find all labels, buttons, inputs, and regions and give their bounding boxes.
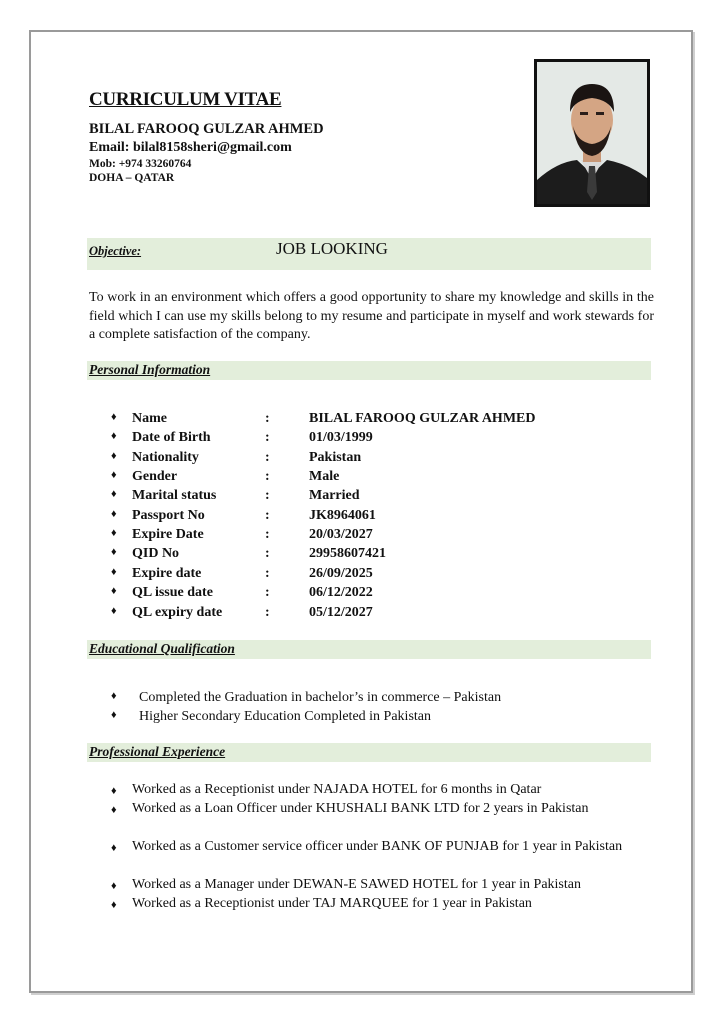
diamond-bullet-icon: ♦ <box>111 411 117 423</box>
field-value: 01/03/1999 <box>309 430 373 445</box>
experience-item <box>111 781 651 800</box>
diamond-bullet-icon: ♦ <box>111 880 117 892</box>
diamond-bullet-icon: ♦ <box>111 899 117 911</box>
experience-text: Worked as a Customer service officer under BANK OF PUNJAB for 1 year in Pakistan <box>132 839 623 854</box>
field-label: QL issue date <box>132 585 213 600</box>
field-label: Gender <box>132 469 178 484</box>
field-separator: : <box>265 430 270 445</box>
field-label: Expire date <box>132 566 202 581</box>
field-separator: : <box>265 546 270 561</box>
diamond-bullet-icon: ♦ <box>111 450 117 462</box>
objective-headline: JOB LOOKING <box>276 239 388 258</box>
field-value: 05/12/2027 <box>309 605 373 620</box>
field-separator: : <box>265 508 270 523</box>
field-label: Expire Date <box>132 527 204 542</box>
document-title: CURRICULUM VITAE <box>89 89 282 110</box>
diamond-bullet-icon: ♦ <box>111 430 117 442</box>
field-value: JK8964061 <box>309 508 376 523</box>
diamond-bullet-icon: ♦ <box>111 566 117 578</box>
experience-text: Worked as a Receptionist under TAJ MARQUEE for 1 year in Pakistan <box>132 896 532 911</box>
field-value: 20/03/2027 <box>309 527 373 542</box>
personal-info-heading: Personal Information <box>89 362 211 377</box>
field-label: QID No <box>132 546 180 561</box>
objective-paragraph: To work in an environment which offers a good opportunity to share my knowledge and skills in the field which I can use my skills belong to my resume and participate in myself and work stewards for a complete satisfaction of the company. <box>89 290 654 342</box>
field-value: 29958607421 <box>309 546 386 561</box>
diamond-bullet-icon: ♦ <box>111 469 117 481</box>
objective-label: Objective: <box>89 244 142 258</box>
field-separator: : <box>265 450 270 465</box>
experience-item <box>111 838 651 857</box>
mobile-line: Mob: +974 33260764 <box>89 158 192 170</box>
field-label: Nationality <box>132 450 199 465</box>
experience-text: Worked as a Manager under DEWAN-E SAWED HOTEL for 1 year in Pakistan <box>132 877 581 892</box>
field-value: Pakistan <box>309 450 362 465</box>
diamond-bullet-icon: ♦ <box>111 605 117 617</box>
cv-page <box>29 30 693 993</box>
education-text: Completed the Graduation in bachelor’s in commerce – Pakistan <box>139 690 502 705</box>
diamond-bullet-icon: ♦ <box>111 527 117 539</box>
field-label: Name <box>132 411 167 426</box>
location-line: DOHA – QATAR <box>89 172 175 184</box>
diamond-bullet-icon: ♦ <box>111 785 117 797</box>
field-separator: : <box>265 566 270 581</box>
experience-item <box>111 876 651 895</box>
diamond-bullet-icon: ♦ <box>111 690 117 702</box>
education-heading: Educational Qualification <box>89 641 235 656</box>
experience-text: Worked as a Loan Officer under KHUSHALI BANK LTD for 2 years in Pakistan <box>132 801 589 816</box>
experience-item <box>111 800 651 819</box>
diamond-bullet-icon: ♦ <box>111 804 117 816</box>
field-separator: : <box>265 605 270 620</box>
field-label: Date of Birth <box>132 430 211 445</box>
diamond-bullet-icon: ♦ <box>111 488 117 500</box>
experience-item <box>111 895 651 914</box>
field-value: BILAL FAROOQ GULZAR AHMED <box>309 411 536 426</box>
diamond-bullet-icon: ♦ <box>111 709 117 721</box>
diamond-bullet-icon: ♦ <box>111 585 117 597</box>
diamond-bullet-icon: ♦ <box>111 546 117 558</box>
field-separator: : <box>265 585 270 600</box>
diamond-bullet-icon: ♦ <box>111 508 117 520</box>
field-separator: : <box>265 488 270 503</box>
experience-heading: Professional Experience <box>89 744 226 759</box>
education-text: Higher Secondary Education Completed in Pakistan <box>139 709 431 724</box>
field-label: Marital status <box>132 488 217 503</box>
field-label: Passport No <box>132 508 205 523</box>
field-separator: : <box>265 527 270 542</box>
field-value: Male <box>309 469 340 484</box>
experience-text: Worked as a Receptionist under NAJADA HOTEL for 6 months in Qatar <box>132 782 542 797</box>
email-line: Email: bilal8158sheri@gmail.com <box>89 140 292 155</box>
field-value: Married <box>309 488 360 503</box>
field-value: 06/12/2022 <box>309 585 373 600</box>
applicant-name: BILAL FAROOQ GULZAR AHMED <box>89 121 324 137</box>
field-separator: : <box>265 469 270 484</box>
profile-photo <box>534 59 650 207</box>
field-value: 26/09/2025 <box>309 566 373 581</box>
field-label: QL expiry date <box>132 605 223 620</box>
diamond-bullet-icon: ♦ <box>111 842 117 854</box>
field-separator: : <box>265 411 270 426</box>
